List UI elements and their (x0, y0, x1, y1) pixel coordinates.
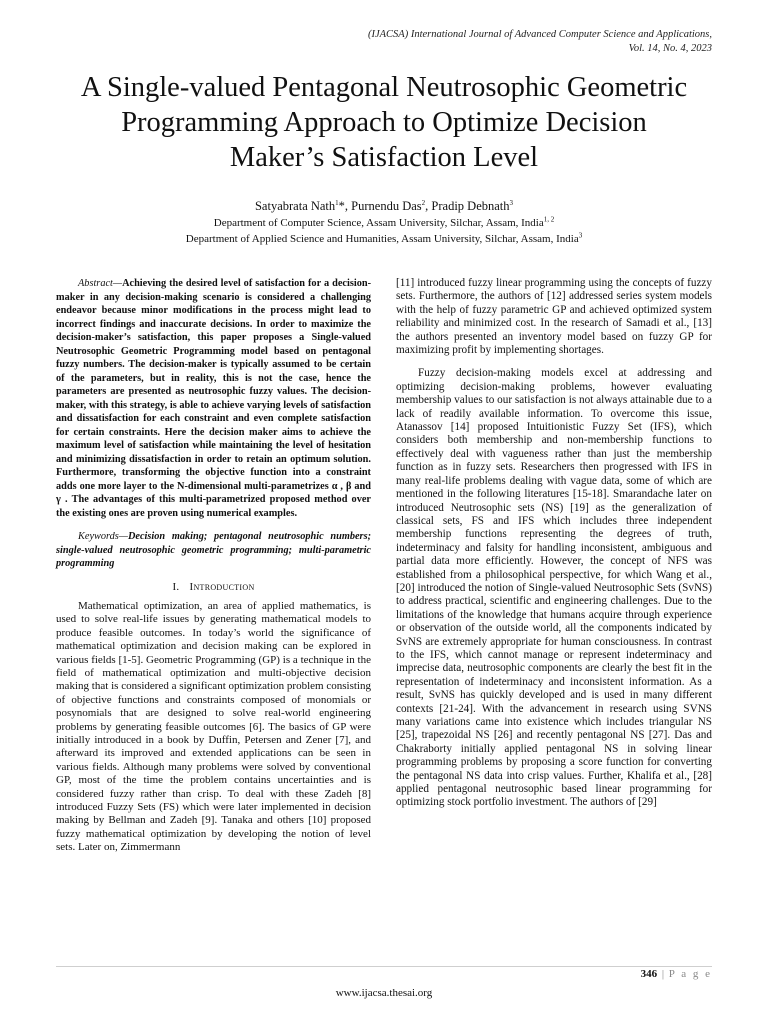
page-number: 346 (640, 968, 658, 980)
abstract-label: Abstract— (78, 278, 123, 289)
page-separator: | (661, 968, 665, 980)
journal-website: www.ijacsa.thesai.org (335, 987, 433, 999)
journal-name: (IJACSA) International Journal of Advanced Computer Science and Applications, (367, 29, 712, 40)
affiliation-text: Department of Computer Science, Assam University, Silchar, Assam, India (213, 217, 544, 229)
author-name: Pradip Debnath (431, 199, 510, 213)
right-column (396, 277, 712, 820)
journal-header (368, 28, 712, 56)
abstract-text: Achieving the desired level of satisfaction for a decision-maker in any decision-making scenario is considered a challenging endeavor because minor modifications in the process might lead to incorrect findings and inaccurate decisions. In order to maximize the decision-maker’s satisfaction, this paper proposes a Single-valued Neutrosophic Geometric Programming model based on pentagonal fuzzy numbers. The decision-maker is typically assumed to be certain of the parameters, but in reality, this is not the case, hence the parameters are presented as neutrosophic fuzzy values. The decision-maker, with this strategy, is able to achieve varying levels of satisfaction and dissatisfaction for each constraint and even complete satisfaction for certain constraints. Here the decision maker aims to achieve the maximum level of satisfaction while maintaining the level of hesitation and minimizing dissatisfaction in order to retain an optimum solution. Furthermore, transforming the objective function into a constraint adds one more layer to the N-dimensional multi-parametrizes α , β and γ . The advantages of this multi-parametrized proposed method over the existing ones are proven using numerical examples. (56, 278, 371, 519)
affiliation-text: Department of Applied Science and Humanities, Assam University, Silchar, Assam, India (185, 233, 579, 245)
keywords-label: Keywords— (78, 531, 128, 542)
journal-volume: Vol. 14, No. 4, 2023 (628, 43, 712, 54)
paper-title (40, 70, 728, 175)
title-line-1: A Single-valued Pentagonal Neutrosophic Geometric (80, 72, 688, 103)
author-affiliation-mark: 1 (335, 198, 339, 207)
corresponding-author-mark: *, (338, 199, 352, 213)
intro-paragraph-1: Mathematical optimization, an area of applied mathematics, is used to solve real-life issues by generating mathematical models to produce feasible outcomes. In today’s world the significance of mathematical optimization and decision making can be explored in various fields [1-5]. Geometric Programming (GP) is a technique in the field of mathematical optimization and multi-objective decision making that is considered a significant optimization problem consisting of objective functions and constraints composed of monomials or posynomials that are designed to solve real-world engineering problems by generating feasible outcomes [6]. The basics of GP were initially introduced in a book by Duffin, Petersen and Zener [7], and afterward its improved and extended applications can be seen in various fields. Although many problems were solved by conventional GP, most of the time the problem contains uncertainties and is considered fuzzy rather than crisp. To deal with these Zadeh [8] introduced Fuzzy Sets (FS) which were later implemented in decision making by Bellman and Zadeh [9]. Tanaka and others [10] proposed fuzzy mathematical optimization by developing the notion of level sets. Later on, Zimmermann (56, 599, 371, 854)
section-heading (56, 581, 371, 594)
author-separator: , (425, 199, 432, 213)
left-column (56, 277, 371, 865)
affiliation-mark: 1, 2 (543, 215, 555, 224)
author-name: Purnendu Das (351, 199, 422, 213)
affiliation-2 (40, 232, 728, 247)
page-word: P a g e (668, 968, 712, 980)
abstract (56, 277, 371, 520)
affiliation-mark: 3 (578, 231, 583, 240)
author-list (40, 198, 728, 215)
author-affiliation-mark: 3 (509, 198, 514, 207)
title-line-2: Programming Approach to Optimize Decision (121, 107, 647, 138)
affiliation-1 (40, 216, 728, 231)
intro-paragraph-1-continued: [11] introduced fuzzy linear programming using the concepts of fuzzy sets. Furthermore, the authors of [12] addressed series system models with the help of fuzzy parametric GP and achieved optimized system reliability and minimized cost. In the research of Samadi et al., [13] the authors presented an inventory model based on fuzzy GP for maximizing profit by implementing shortages. (396, 277, 712, 357)
title-line-3: Maker’s Satisfaction Level (229, 142, 539, 173)
author-affiliation-mark: 2 (421, 198, 426, 207)
keywords (56, 530, 371, 571)
section-title: Introduction (189, 580, 255, 593)
intro-paragraph-2: Fuzzy decision-making models excel at addressing and optimizing decision-making problems, however evaluating membership values to our satisfaction is not always attainable due to a lack of readily available information. To overcome this issue, Atanassov [14] proposed Intuitionistic Fuzzy Set (IFS), which considers both membership and non-membership functions to effectively deal with vagueness rather than just the membership function as in fuzzy sets. Researchers then progressed with IFS in many real-life problems dealing with vague data, some of which are mentioned in the following literatures [15-18]. Smarandache later on introduced Neutrosophic sets (NS) [19] as the generalization of classical sets, FS and IFS which includes three independent membership functions representing the degrees of truth, indeterminacy and falsity for handling inconsistent, ambiguous and partial data more efficiently. However, the concept of NFS was established from a philosophical perspective, for which Wang et al., [20] introduced the notion of Single-valued Neutrosophic Sets (SvNS) to address practical, scientific and engineering challenges. Due to the limitations of the knowledge that humans acquire through experience or observation of the outside world, all the components indicated by SvNS are extremely appropriate for human consciousness. In contrast to the IFS, which cannot manage or represent indeterminacy and imprecise data, neutrosophic components are clearly the best fit in the representation of indeterminacy and inconsistent information. As a result, SvNS has quickly developed and is used in many different contexts [21-24]. With the advancement in research using SVNS many variations came into existence which includes triangular NS [25], trapezoidal NS [26] and recently pentagonal NS [27]. Das and Chakraborty initially applied pentagonal NS in solving linear programming problems by proposing a score function for converting the pentagonal NS data into crisp values. Further, Khalifa et al., [28] applied pentagonal neutrosophic based linear programming for optimizing stock portfolio investment. The authors of [29] (396, 367, 712, 809)
footer-rule (56, 966, 712, 967)
keywords-text: Decision making; pentagonal neutrosophic numbers; single-valued neutrosophic geometric programming; multi-parametric programming (56, 531, 371, 569)
page-number-label (641, 968, 712, 980)
section-number: I. (172, 580, 180, 593)
author-name: Satyabrata Nath (254, 199, 336, 213)
